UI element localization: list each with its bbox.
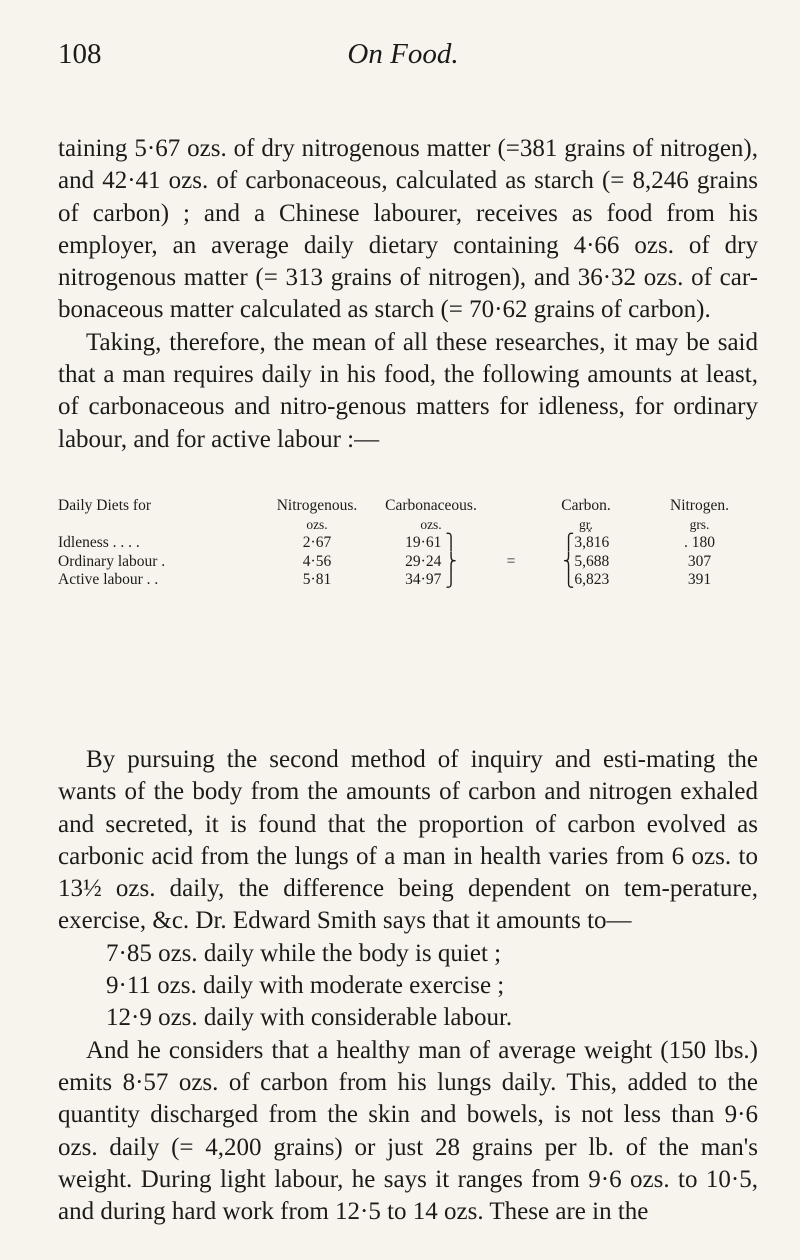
page-number: 108 (58, 38, 102, 70)
page-header (58, 38, 748, 78)
cell-nitrogen: 391 (687, 571, 712, 588)
smith-quote-list (58, 938, 758, 1035)
cell-carbon: ⎩6,823 (562, 571, 610, 588)
quote-line: 12·9 ozs. daily with considerable labour. (106, 1004, 513, 1032)
row-label: Idleness . . . . (58, 534, 140, 551)
cell-carbonaceous: 34·97 ⎭ (405, 571, 457, 588)
unit-carbonaceous: ozs. (420, 516, 442, 532)
paragraph-taking-therefore: Taking, therefore, the mean of all these researches, it may be said that a man requires daily in his food, the following amounts at least, of carbonaceous and nitro-genous matters for idleness, for ordinary labour, and for active labour :— (58, 328, 758, 453)
table-header-row (58, 497, 758, 516)
header-carbonaceous: Carbonaceous. (385, 497, 477, 514)
brace-left: ⎬ (445, 552, 457, 570)
quote-line: 7·85 ozs. daily while the body is quiet ; (106, 939, 502, 967)
brace-right: ⎨ (562, 552, 575, 570)
equals-sign (491, 534, 531, 553)
cell-carbon: ⎧3,816 (562, 534, 610, 551)
text-block-upper (58, 133, 758, 456)
table-row (58, 571, 758, 590)
table-row (58, 534, 758, 553)
cell-carbonaceous: 19·61 ⎫ (405, 534, 457, 551)
cell-nitrogen: . 180 (684, 534, 715, 551)
running-title: On Food. (347, 38, 459, 70)
unit-carbon: gr͓. (579, 516, 593, 532)
daily-diets-table (58, 497, 758, 590)
paragraph-he-considers: And he considers that a healthy man of average weight (150 lbs.) emits 8·57 ozs. of carbon from his lungs daily. This, added to the quantity discharged from the skin and bowels, is not less than 9·6 ozs. daily (= 4,200 grains) or just 28 grains per lb. of the man's weight. During light labour, he says it ranges from 9·6 ozs. to 10·5, and during hard work from 12·5 to 14 ozs. These are in the (58, 1036, 758, 1226)
paragraph-continued: taining 5·67 ozs. of dry nitrogenous matter (=381 grains of nitrogen), and 42·41 ozs. of carbonaceous, calculated as starch (= 8,246 grains of carbon) ; and a Chinese labourer, receives as food from his employer, an average daily dietary containing 4·66 ozs. of dry nitrogenous matter (= 313 grains of nitrogen), and 36·32 ozs. of car-bonaceous matter calculated as starch (= 70·62 grains of carbon). (58, 135, 758, 324)
brace-right: ⎧ (562, 534, 575, 551)
header-nitrogenous: Nitrogenous. (276, 497, 358, 514)
brace-left: ⎫ (445, 534, 457, 551)
text-block-lower (58, 744, 758, 1228)
table-row (58, 553, 758, 572)
unit-nitrogen: grs. (689, 516, 710, 532)
table-units-row (58, 516, 758, 535)
cell-nitrogen: 307 (687, 552, 712, 570)
header-carbon: Carbon. (561, 497, 611, 514)
brace-left: ⎭ (445, 571, 457, 588)
cell-nitrogenous: 5·81 (302, 571, 332, 588)
header-nitrogen: Nitrogen. (670, 497, 729, 514)
cell-nitrogenous: 2·67 (302, 534, 332, 551)
cell-nitrogenous: 4·56 (302, 552, 332, 570)
header-daily-diets: Daily Diets for (58, 497, 151, 514)
row-label: Active labour . . (58, 571, 159, 588)
brace-right: ⎩ (562, 571, 575, 588)
quote-line: 9·11 ozs. daily with moderate exercise ; (106, 972, 505, 1000)
cell-carbonaceous: 29·24 ⎬ (405, 552, 457, 570)
equals-sign: = (506, 552, 516, 570)
paragraph-second-method: By pursuing the second method of inquiry and esti-mating the wants of the body from the amounts of carbon and nitrogen exhaled and secreted, it is found that the proportion of carbon evolved as carbonic acid from the lungs of a man in health varies from 6 ozs. to 13½ ozs. daily, the difference being dependent on tem-perature, exercise, &c. Dr. Edward Smith says that it amounts to— (58, 746, 758, 935)
row-label: Ordinary labour . (58, 552, 166, 570)
equals-sign (491, 571, 531, 590)
unit-nitrogenous: ozs. (306, 516, 328, 532)
cell-carbon: ⎨5,688 (562, 552, 610, 570)
